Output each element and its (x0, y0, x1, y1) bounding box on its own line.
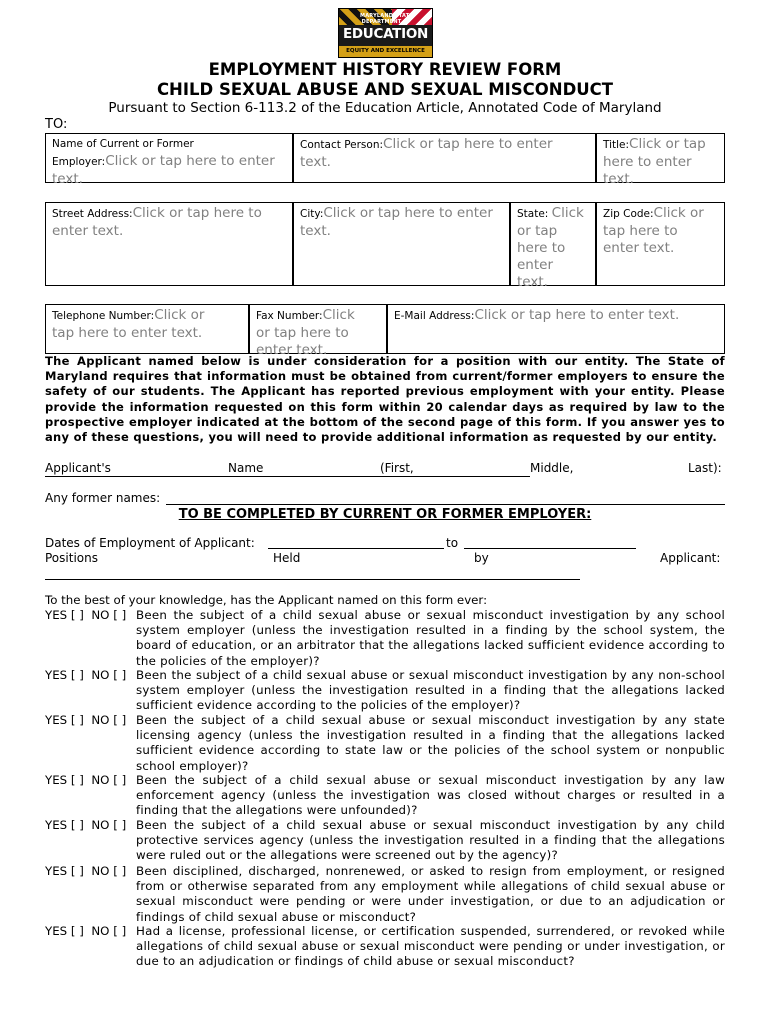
positions-by-label: by (474, 551, 489, 565)
positions-input-line[interactable] (45, 579, 580, 580)
street-label: Street Address: (52, 208, 133, 220)
question-1 (45, 608, 725, 669)
question-text: Been the subject of a child sexual abuse or sexual misconduct investigation by any law enforcement agency (unless the investigation was closed without charges or resulted in a finding that the allegations were unfounded)? (136, 773, 725, 818)
positions-held-label: Held (273, 551, 301, 565)
form-title: EMPLOYMENT HISTORY REVIEW FORM (208, 60, 562, 79)
applicant-first-label: (First, (380, 461, 414, 475)
form-legal-reference: Pursuant to Section 6-113.2 of the Education Article, Annotated Code of Maryland (108, 100, 662, 116)
fax-placeholder-cont2: enter text. (256, 342, 328, 358)
question-text: Been the subject of a child sexual abuse or sexual misconduct investigation by any state licensing agency (unless the investigation resulted in a finding that the allegations lacked sufficient evidence according to state law or the policies of the school system or nonpublic school employer)? (136, 713, 725, 773)
yes-no-checkboxes[interactable]: YES [ ] NO [ ] (45, 668, 127, 682)
question-6 (45, 864, 725, 925)
msde-logo (338, 8, 433, 58)
yes-no-checkboxes[interactable]: YES [ ] NO [ ] (45, 818, 127, 832)
logo-department-text: MARYLAND STATE DEPARTMENT OF (360, 13, 413, 25)
title-field[interactable] (596, 133, 725, 187)
contact-label: Contact Person: (300, 139, 384, 151)
phone-label: Telephone Number: (52, 310, 155, 322)
zip-placeholder-cont: tap here to (603, 223, 678, 239)
question-text: Been the subject of a child sexual abuse or sexual misconduct investigation by any school system employer (unless the investigation resulted in a finding by the school system, the board of education, or an arbitrator that the allegations lacked sufficient evidence according to the policies of the employer)? (136, 608, 725, 668)
city-label: City: (300, 208, 324, 220)
yes-no-checkboxes[interactable]: YES [ ] NO [ ] (45, 864, 127, 878)
applicant-label: Applicant's (45, 461, 111, 475)
applicant-name-input-line[interactable] (45, 476, 530, 477)
city-placeholder-cont: text. (300, 223, 331, 239)
applicant-middle-label: Middle, (530, 461, 574, 475)
city-placeholder: Click or tap here to enter (323, 205, 493, 221)
contact-person-field[interactable] (293, 133, 596, 183)
to-label: TO: (45, 117, 68, 132)
question-7 (45, 924, 725, 970)
question-text: Been disciplined, discharged, nonrenewed, or asked to resign from employment, or resigned from or otherwise separated from any employment while allegations of child sexual abuse or sexual misconduct were pending or were under investigation, or due to an adjudication or findings of child sexual abuse or misconduct? (136, 864, 725, 924)
question-text: Had a license, professional license, or certification suspended, surrendered, or revoked while allegations of child sexual abuse or sexual misconduct were pending or under investigation, or due to an adjudication or findings of child abuse or sexual misconduct? (136, 924, 725, 969)
question-3 (45, 713, 725, 774)
employer-placeholder-cont: text. (52, 171, 83, 187)
questions-intro: To the best of your knowledge, has the Applicant named on this form ever: (45, 593, 488, 607)
date-end-input-line[interactable] (464, 548, 636, 549)
state-placeholder: Click (551, 205, 584, 221)
email-field[interactable] (387, 304, 725, 354)
contact-placeholder: Click or tap here to enter (383, 136, 553, 152)
phone-placeholder-cont: tap here to enter text. (52, 325, 203, 341)
yes-no-checkboxes[interactable]: YES [ ] NO [ ] (45, 924, 127, 938)
question-2 (45, 668, 725, 714)
fax-label: Fax Number: (256, 310, 323, 322)
street-address-field[interactable] (45, 202, 293, 286)
phone-placeholder: Click or (154, 307, 205, 323)
applicant-name-label: Name (228, 461, 264, 475)
employer-name-field[interactable] (45, 133, 293, 187)
contact-placeholder-cont: text. (300, 154, 331, 170)
form-subtitle-bold: CHILD SEXUAL ABUSE AND SEXUAL MISCONDUCT (156, 80, 614, 99)
question-text: Been the subject of a child sexual abuse or sexual misconduct investigation by any non-school system employer (unless the investigation resulted in a finding that the allegations lacked sufficient evidence according to the policies of the employer)? (136, 668, 725, 713)
logo-tagline: EQUITY AND EXCELLENCE (339, 46, 432, 57)
dates-label: Dates of Employment of Applicant: (45, 536, 255, 550)
former-names-input-line[interactable] (166, 504, 725, 505)
title-placeholder-cont2: text. (603, 171, 634, 187)
yes-no-checkboxes[interactable]: YES [ ] NO [ ] (45, 608, 127, 622)
employer-section-title: TO BE COMPLETED BY CURRENT OR FORMER EMPLOYER: (178, 507, 592, 522)
state-placeholder-cont4: text. (517, 274, 548, 290)
fax-placeholder: Click (322, 307, 355, 323)
question-5 (45, 818, 725, 864)
logo-education-text: EDUCATION (342, 26, 428, 42)
yes-no-checkboxes[interactable]: YES [ ] NO [ ] (45, 773, 127, 787)
title-placeholder-cont: here to enter (603, 154, 692, 170)
applicant-last-label: Last): (688, 461, 722, 475)
instructions-paragraph: The Applicant named below is under consideration for a position with our entity. The State of Maryland requires that information must be obtained from current/former employers to ensure the safety of our students. The Applicant has reported previous employment with your entity. Please provide the information requested on this form within 20 calendar days as required by law to the prospective employer indicated at the bottom of the second page of this form. If you answer yes to any of these questions, you will need to provide additional information as requested by our entity. (45, 354, 725, 445)
question-text: Been the subject of a child sexual abuse or sexual misconduct investigation by any child protective services agency (unless the investigation resulted in a finding that the allegations were ruled out or the allegations were screened out by the agency)? (136, 818, 725, 863)
email-placeholder: Click or tap here to enter text. (474, 307, 680, 323)
yes-no-checkboxes[interactable]: YES [ ] NO [ ] (45, 713, 127, 727)
fax-placeholder-cont: or tap here to (256, 325, 349, 341)
employer-placeholder: Click or tap here to enter (105, 153, 275, 169)
title-placeholder: Click or tap (629, 136, 706, 152)
dates-to-label: to (446, 536, 459, 550)
positions-applicant-label: Applicant: (660, 551, 721, 565)
zip-placeholder: Click or (653, 205, 704, 221)
employer-label-line1: Name of Current or Former (52, 138, 194, 150)
positions-label: Positions (45, 551, 98, 565)
question-4 (45, 773, 725, 819)
state-placeholder-cont: or tap (517, 223, 558, 239)
street-placeholder: Click or tap here to (132, 205, 262, 221)
zip-label: Zip Code: (603, 208, 654, 220)
former-names-label: Any former names: (45, 491, 161, 505)
state-placeholder-cont3: enter (517, 257, 554, 273)
state-placeholder-cont2: here to (517, 240, 566, 256)
state-label: State: (517, 208, 552, 220)
zip-placeholder-cont2: enter text. (603, 240, 675, 256)
title-label: Title: (603, 139, 630, 151)
fax-field[interactable] (249, 304, 387, 358)
city-field[interactable] (293, 202, 510, 286)
date-start-input-line[interactable] (268, 548, 444, 549)
street-placeholder-cont: enter text. (52, 223, 124, 239)
telephone-field[interactable] (45, 304, 249, 354)
state-field[interactable] (510, 202, 596, 290)
employer-label-line2: Employer: (52, 156, 106, 168)
email-label: E-Mail Address: (394, 310, 475, 322)
zip-code-field[interactable] (596, 202, 725, 286)
